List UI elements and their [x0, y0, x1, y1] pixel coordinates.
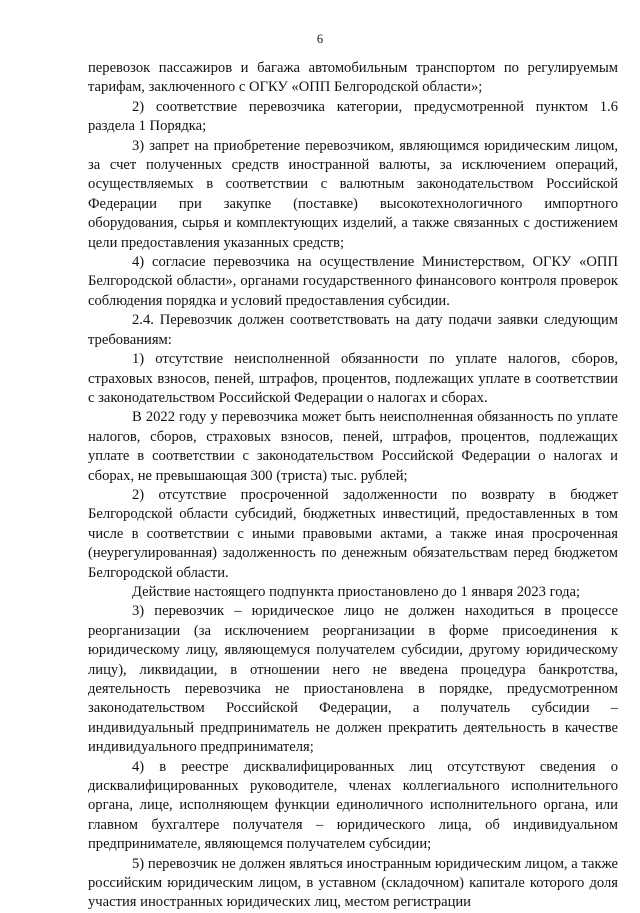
paragraph-req-4: 4) в реестре дисквалифицированных лиц отсутствуют сведения о дисквалифицированных руководителе, членах коллегиального исполнительного органа, лице, исполняющем функции единоличного исполнительного органа, или главном бухгалтере получателя – юридического лица, об индивидуальном предпринимателе, являющемся получателем субсидии;: [88, 758, 618, 853]
paragraph-item-2: 2) соответствие перевозчика категории, предусмотренной пунктом 1.6 раздела 1 Порядка;: [88, 98, 618, 135]
paragraph-section-2-4: 2.4. Перевозчик должен соответствовать на дату подачи заявки следующим требованиям:: [88, 312, 618, 348]
paragraph-req-1-note: В 2022 году у перевозчика может быть неисполненная обязанность по уплате налогов, сборов, страховых взносов, пеней, штрафов, процентов, подлежащих уплате в соответствии с законодательством Российской Федерации о налогах и сборах, не превышающая 300 (триста) тыс. рублей;: [88, 409, 618, 484]
paragraph-req-1: 1) отсутствие неисполненной обязанности по уплате налогов, сборов, страховых взносов, пеней, штрафов, процентов, подлежащих уплате в соответствии с законодательством Российской Федерации о налогах и сборах.: [88, 351, 618, 406]
paragraph-req-2: 2) отсутствие просроченной задолженности по возврату в бюджет Белгородской области субсидий, бюджетных инвестиций, предоставленных в том числе в соответствии с иными правовыми актами, а также иная просроченная (неурегулированная) задолженность по денежным обязательствам перед бюджетом Белгородской области.: [88, 486, 618, 581]
document-body: [88, 59, 618, 913]
paragraph-item-3: 3) запрет на приобретение перевозчиком, являющимся юридическим лицом, за счет полученных средств иностранной валюты, за исключением операций, осуществляемых в соответствии с валютным законодательством Российской Федерации при закупке (поставке) высокотехнологичного импортного оборудования, сырья и комплектующих изделий, а также связанных с достижением цели предоставления указанных средств;: [88, 137, 618, 251]
paragraph-item-4: 4) согласие перевозчика на осуществление Министерством, ОГКУ «ОПП Белгородской области», органами государственного финансового контроля проверок соблюдения порядка и условий предоставления субсидии.: [88, 254, 618, 309]
paragraph-req-5: 5) перевозчик не должен являться иностранным юридическим лицом, а также российским юридическим лицом, в уставном (складочном) капитале которого доля участия иностранных юридических лиц, местом регистрации: [88, 855, 618, 911]
paragraph-req-3: 3) перевозчик – юридическое лицо не должен находиться в процессе реорганизации (за исключением реорганизации в форме присоединения к юридическому лицу, являющемуся получателем субсидии, другому юридическому лицу), ликвидации, в отношении него не введена процедура банкротства, деятельность перевозчика не приостановлена в порядке, предусмотренном законодательством Российской Федерации, а получатель субсидии – индивидуальный предприниматель не должен прекратить деятельность в качестве индивидуального предпринимателя;: [88, 603, 618, 756]
paragraph-continuation: перевозок пассажиров и багажа автомобильным транспортом по регулируемым тарифам, заключенного с ОГКУ «ОПП Белгородской области»;: [88, 60, 618, 96]
page-number: 6: [316, 32, 324, 46]
paragraph-req-2-note: Действие настоящего подпункта приостановлено до 1 января 2023 года;: [132, 583, 581, 600]
